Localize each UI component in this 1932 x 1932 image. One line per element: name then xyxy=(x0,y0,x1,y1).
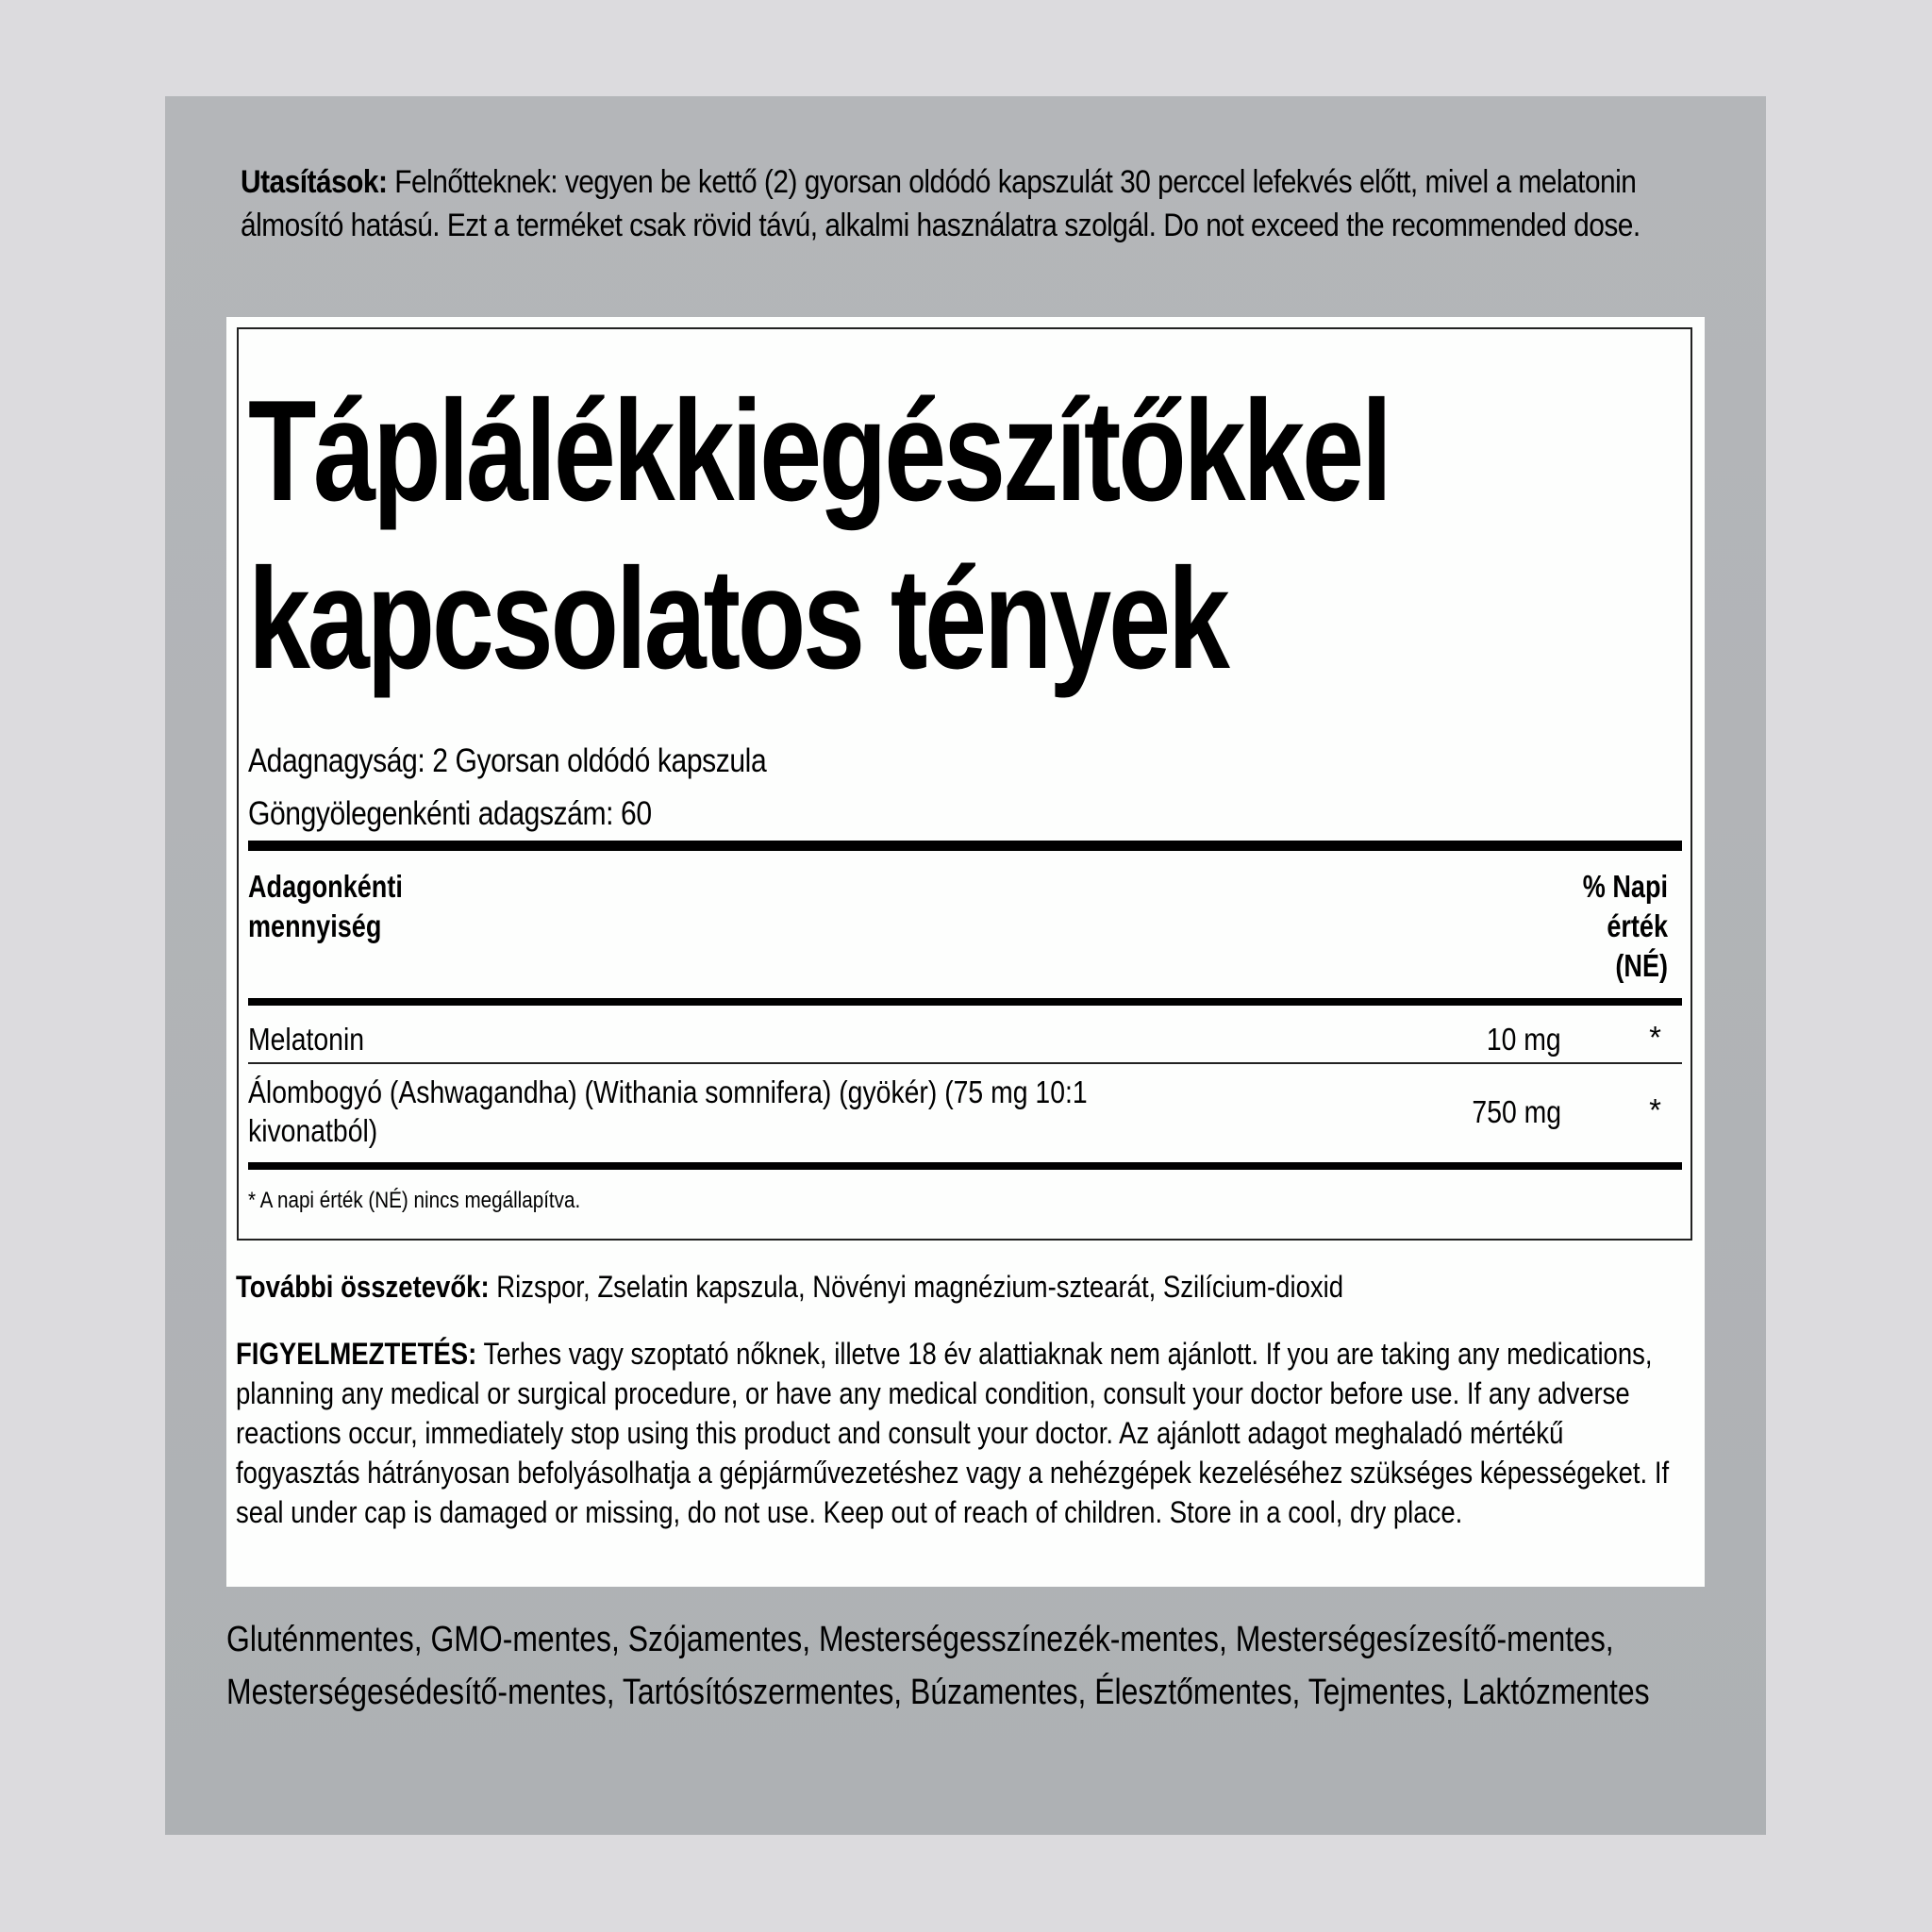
header-right-line: érték xyxy=(1607,908,1668,943)
header-right-line: % Napi xyxy=(1582,869,1668,904)
header-left-line: mennyiség xyxy=(248,908,382,943)
nutrient-amount: 10 mg xyxy=(1487,1022,1561,1057)
title-line-2: kapcsolatos tények xyxy=(248,539,1227,699)
directions-label: Utasítások: xyxy=(241,164,388,200)
other-ingredients-label: További összetevők: xyxy=(236,1270,490,1304)
warning-label: FIGYELMEZTETÉS: xyxy=(236,1337,477,1371)
nutrient-dv: * xyxy=(1649,1020,1661,1055)
servings-per-container: Göngyölegenkénti adagszám: 60 xyxy=(248,795,652,832)
header-left-line: Adagonkénti xyxy=(248,869,403,904)
free-from-statement: Gluténmentes, GMO-mentes, Szójamentes, Mesterségesszínezék-mentes, Mesterségesízesítő-mentes, Mesterségesédesítő-mentes, Tartósítószermentes, Búzamentes, Élesztőmentes, Tejmentes, Laktózmentes xyxy=(226,1620,1650,1712)
title-line-1: Táplálékkiegészítőkkel xyxy=(248,371,1390,531)
medium-divider xyxy=(248,998,1682,1006)
nutrient-row xyxy=(248,1067,1682,1148)
warning-text: Terhes vagy szoptató nőknek, illetve 18 év alattiaknak nem ajánlott. If you are taking any medications, planning any medical or surgical procedure, or have any medical condition, consult your doctor before use. If any adverse reactions occur, immediately stop using this product and consult your doctor. Az ajánlott adagot meghaladó mértékű fogyasztás hátrányosan befolyásolhatja a gépjárművezetéshez vagy a nehézgépek kezeléséhez szükséges képességeket. If seal under cap is damaged or missing, do not use. Keep out of reach of children. Store in a cool, dry place. xyxy=(236,1337,1670,1529)
facts-card xyxy=(226,317,1705,1587)
nutrient-name: Melatonin xyxy=(248,1022,365,1057)
thick-divider xyxy=(248,841,1682,851)
daily-value-footnote: * A napi érték (NÉ) nincs megállapítva. xyxy=(248,1188,581,1213)
nutrient-amount: 750 mg xyxy=(1472,1094,1561,1129)
directions-text xyxy=(241,160,1710,247)
medium-divider xyxy=(248,1162,1682,1170)
warning xyxy=(236,1334,1688,1532)
nutrient-dv: * xyxy=(1649,1092,1661,1127)
thin-divider xyxy=(248,1062,1682,1064)
supplement-facts-box xyxy=(237,327,1692,1241)
other-ingredients xyxy=(236,1268,1688,1307)
header-right-line: (NÉ) xyxy=(1615,948,1668,983)
amount-per-serving-header xyxy=(248,867,403,946)
other-ingredients-text: Rizspor, Zselatin kapszula, Növényi magnézium-sztearát, Szilícium-dioxid xyxy=(489,1270,1344,1304)
supplement-facts-title xyxy=(248,367,1425,703)
daily-value-header xyxy=(1583,867,1668,986)
directions-body: Felnőtteknek: vegyen be kettő (2) gyorsan oldódó kapszulát 30 perccel lefekvés előtt, mivel a melatonin álmosító hatású. Ezt a terméket csak rövid távú, alkalmi használatra szolgál. Do not exceed the recommended dose. xyxy=(241,164,1641,243)
serving-size: Adagnagyság: 2 Gyorsan oldódó kapszula xyxy=(248,742,767,779)
nutrient-row xyxy=(248,1012,1682,1059)
nutrient-name: Álombogyó (Ashwagandha) (Withania somnifera) (gyökér) (75 mg 10:1 kivonatból) xyxy=(248,1074,1088,1148)
